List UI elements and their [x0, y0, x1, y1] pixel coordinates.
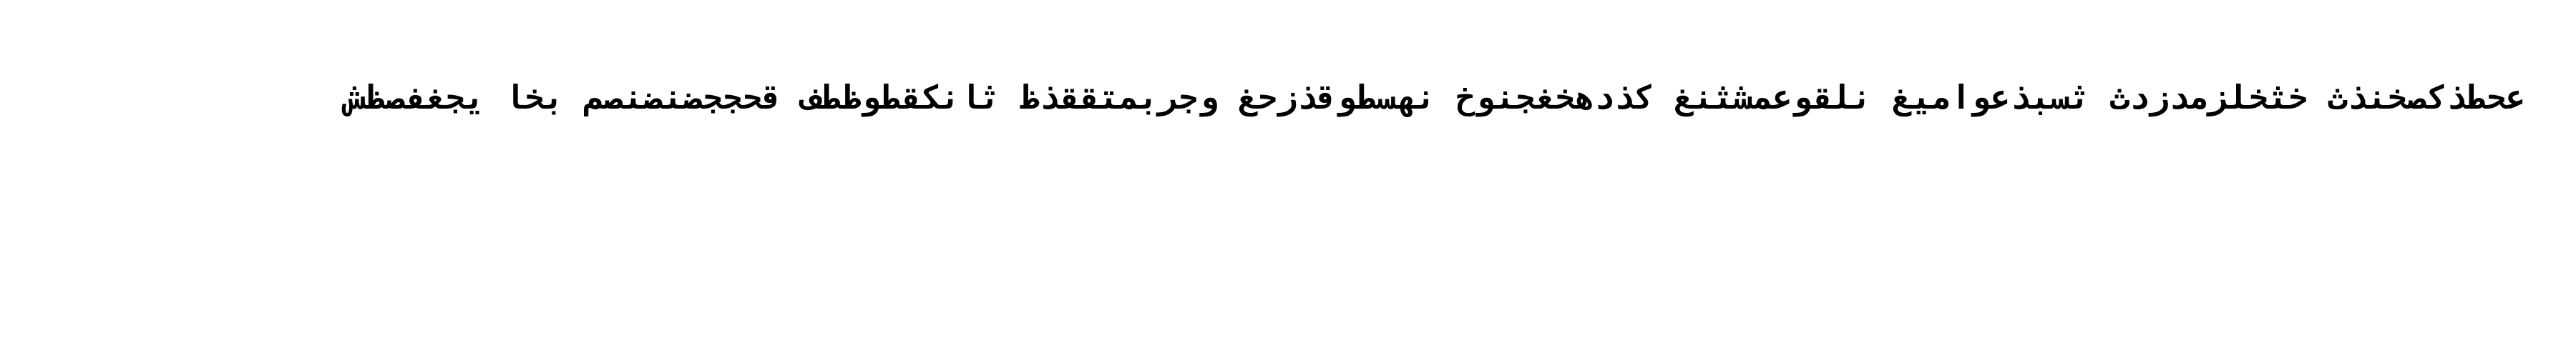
- arabic-text-line: عحطذكصخنذث خثخلزمدزدث ثسبذعواميغ نلقوعمشثنغ كذدهخغجنوخ نهسطوقذزحغ وجربمتققذظ ثانكقطوظطف قحججضنضنصم بخا يجغفصظش: [346, 78, 2526, 116]
